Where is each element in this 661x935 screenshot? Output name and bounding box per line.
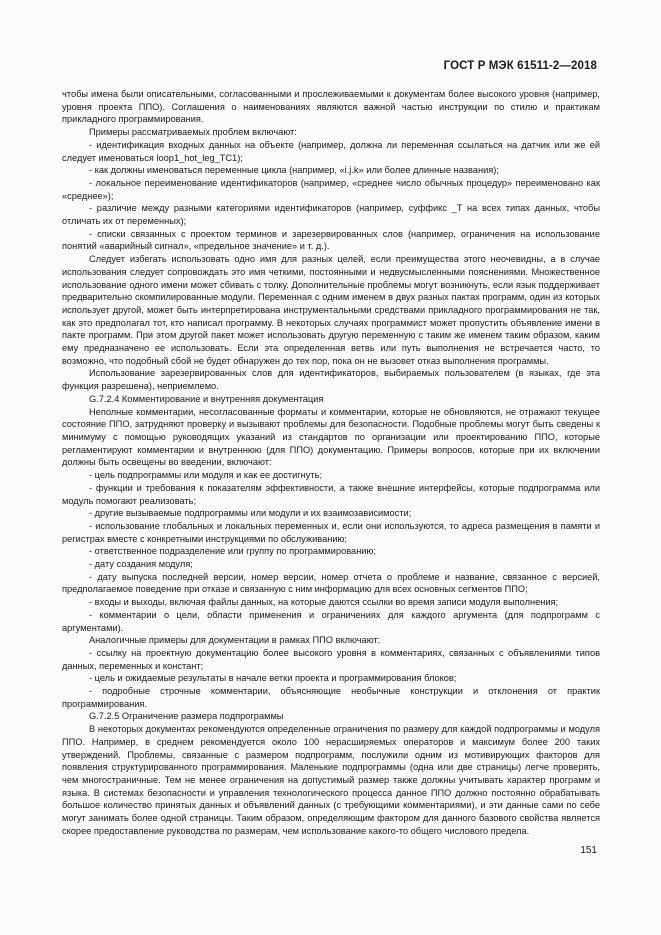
- list-item: - ответственное подразделение или группу по программированию;: [89, 546, 376, 557]
- list-item: - различие между разными категориями идентификаторов (например, суффикс _T на всех типах данных, чтобы отличать их от переменных);: [62, 203, 600, 227]
- list-item: - подробные строчные комментарии, объясняющие необычные конструкции и отклонения от практик программирования.: [62, 686, 600, 709]
- paragraph: Следует избегать использовать одно имя для разных целей, если преимущества этого неочевидны, а в случае использования следует сопровождать это имя четкими, постоянными и недвусмысленными пояснениями. Множественное использование одного имени может сбивать с толку. Дополнительные проблемы могут возникнуть, если язык поддерживает предварительно скомпилированные модули. Переменная с одним именем в двух разных пактах программ, один из которых использует другой, может быть интерпретирована инструментальными средствами прикладного программирования не так, как это предполагал тот, кто написал программу. В некоторых случаях программист может пропустить объявление имени в пакте программ. При этом другой пакет может использовать другую переменную с таким же именем таким образом, каким ему предназначено ее использовать. Если эта определенная ветвь или путь выполнения не встречается часто, то возможно, что подобный сбой не будет обнаружен до тех пор, пока он не вызовет отказ выполнения программы.: [62, 254, 600, 366]
- page-number: 151: [580, 845, 597, 856]
- list-item: - ссылку на проектную документацию более высокого уровня в комментариях, связанных с объявлениями типов данных, переменных и констант;: [62, 647, 600, 671]
- list-item: - списки связанных с проектом терминов и зарезервированных слов (например, ограничения на использование понятий «аварийный сигнал», «предельное значение» и т. д.).: [62, 228, 600, 252]
- paragraph: Использование зарезервированных слов для идентификаторов, выбираемых пользователем (в языках, где эта функция разрешена), неприемлемо.: [62, 368, 600, 392]
- body-text: [62, 88, 600, 837]
- standard-designation: ГОСТ Р МЭК 61511-2—2018: [443, 60, 597, 72]
- list-item: - локальное переименование идентификаторов (например, «среднее число обычных процедур» переименовано как «среднее»);: [62, 177, 600, 201]
- list-item: - как должны именоваться переменные цикла (например, «i.j.k» или более длинные названия);: [89, 165, 499, 176]
- list-item: - идентификация входных данных на объекте (например, должна ли переменная ссылаться на датчик или же ей следует именоваться loop1_hot_leg_TC1);: [62, 139, 600, 163]
- list-item: - цель и ожидаемые результаты в начале ветки проекта и программирования блоков;: [89, 673, 457, 684]
- list-item: - дату создания модуля;: [89, 559, 193, 570]
- list-item: - цель подпрограммы или модуля и как ее достигнуть;: [89, 470, 323, 481]
- list-item: - входы и выходы, включая файлы данных, на которые даются ссылки во время записи модуля выполнения;: [89, 597, 559, 608]
- list-item: - функции и требования к показателям эффективности, а также внешние интерфейсы, которые подпрограмма или модуль помогают реализовать;: [62, 482, 600, 506]
- list-item: - использование глобальных и локальных переменных и, если они используются, то адреса размещения в памяти и регистрах вместе с конкретными инструкциями по обслуживанию;: [62, 520, 600, 544]
- paragraph: Неполные комментарии, несогласованные форматы и комментарии, которые не обновляются, не отражают текущее состояние ППО, затрудняют проверку и вызывают проблемы для безопасности. Подобные проблемы могут быть сведены к минимуму с помощью руководящих указаний из стандартов по организации или проектированию ППО, которые регламентируют комментарии и внутреннюю (для ППО) документацию. Примеры вопросов, которые при их включении должны быть освещены во введении, включают:: [62, 406, 600, 468]
- section-heading: G.7.2.4 Комментирование и внутренняя документация: [89, 393, 324, 404]
- paragraph: Примеры рассматриваемых проблем включают:: [89, 127, 297, 138]
- paragraph: В некоторых документах рекомендуются определенные ограничения по размеру для каждой подпрограммы и модуля ППО. Например, в среднем рекомендуется около 100 нерасширяемых операторов и максимум более 200 таких утверждений. Проблемы, связанные с размером подпрограмм, послужили одним из мотивирующих факторов для появления структурированного программирования. Маленькие подпрограммы (одна или две страницы) легче проверять, чем многостраничные. Тем не менее ограничения на допустимый размер также должны учитывать характер программ и языка. В системах безопасности и управления технологического процесса данное ППО должно постоянно обрабатывать большое количество принятых данных и объявлений данных (с требующими комментариями), и эти данные сами по себе могут занимать более одной страницы. Таким образом, определяющим фактором для данного базового свойства является скорее предоставление руководства по размерам, чем использование какого-то общего числового предела.: [62, 724, 600, 836]
- list-item: - дату выпуска последней версии, номер версии, номер отчета о проблеме и название, связанное с версией, предполагаемое поведение при отказе и связанную с ним информацию для всех основных сегментов ППО;: [62, 571, 600, 595]
- list-item: - другие вызываемые подпрограммы или модули и их взаимозависимости;: [89, 508, 412, 519]
- paragraph: чтобы имена были описательными, согласованными и прослеживаемыми к документам более высокого уровня (например, уровня проекта ППО). Соглашения о наименованиях являются важной частью инструкции по стилю и практикам прикладного программирования.: [62, 89, 600, 125]
- section-heading: G.7.2.5 Ограничение размера подпрограммы: [89, 711, 284, 722]
- paragraph: Аналогичные примеры для документации в рамках ППО включают:: [89, 635, 381, 646]
- list-item: - комментарии о цели, области применения и ограничениях для каждого аргумента (для подпрограмм с аргументами).: [62, 609, 600, 633]
